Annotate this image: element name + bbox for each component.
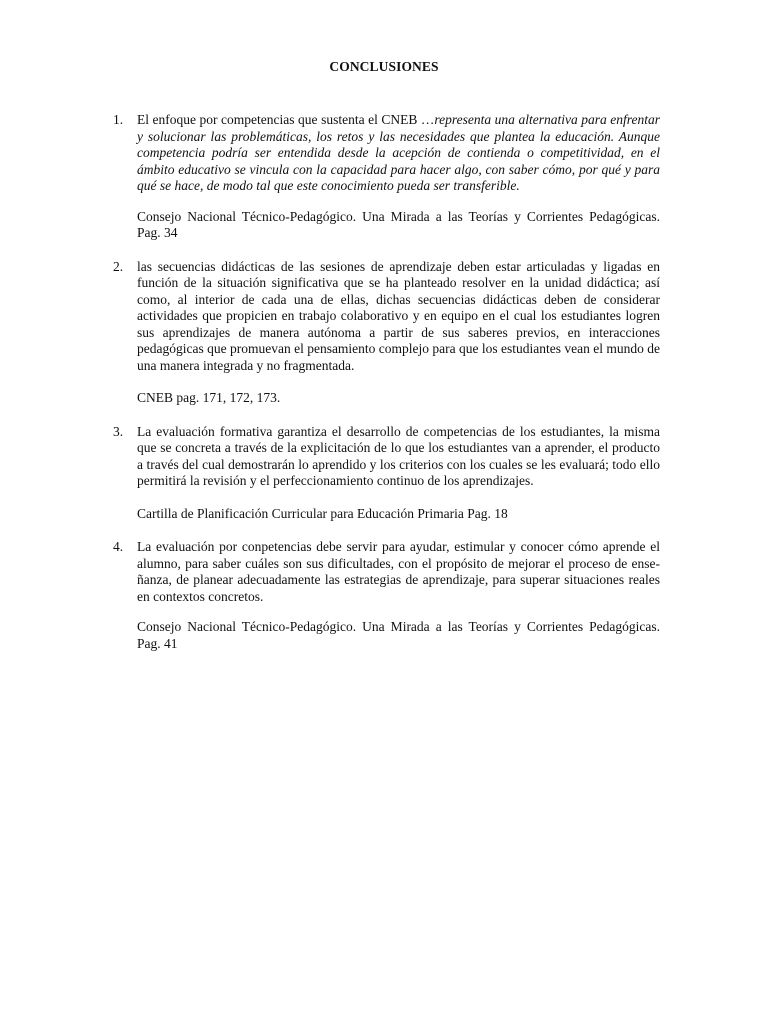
conclusion-item-2	[110, 259, 660, 407]
conclusion-item-3	[110, 424, 660, 523]
item-number: 4.	[113, 539, 124, 554]
conclusion-item-1	[110, 112, 660, 242]
item-text: La evaluación por conpetencias debe servir para ayudar, estimular y conocer cómo aprende el alumno, para saber cuáles son sus dificultades, con el propósito de mejorar el proceso de ense-ñanza, de planear adecuadamente las estrategias de aprendizaje, para superar situaciones reales en contextos concretos.	[137, 539, 660, 604]
item-text: La evaluación formativa garantiza el desarrollo de competencias de los estudiantes, la misma que se concreta a través de la explicitación de lo que los estudiantes van a aprender, el producto a través del cual demostrarán lo aprendido y los criterios con los cuales se les evaluará; todo ello permitirá la revisión y el perfeccionamiento continuo de los aprendizajes.	[137, 423, 660, 488]
item-text: las secuencias didácticas de las sesiones de aprendizaje deben estar articuladas y ligadas en función de la situación significativa que se ha planteado resolver en la unidad didáctica; así como, al interior de cada una de ellas, dichas secuencias didácticas deben de considerar actividades que propicien en trabajo colaborativo y en equipo en el cual los estudiantes logren sus aprendizajes de manera autónoma a partir de sus saberes previos, en interacciones pedagógicas que promuevan el pensamiento complejo para que los estudiantes vean el mundo de una manera integrada y no fragmentada.	[137, 258, 660, 373]
page-title: CONCLUSIONES	[329, 59, 439, 74]
item-number: 1.	[113, 112, 124, 127]
item-reference: Cartilla de Planificación Curricular para Educación Primaria Pag. 18	[137, 505, 508, 521]
item-reference: Consejo Nacional Técnico-Pedagógico. Una Mirada a las Teorías y Corrientes Pedagógicas. Pag. 41	[137, 619, 660, 651]
conclusions-list	[110, 112, 660, 669]
conclusion-item-4	[110, 539, 660, 652]
item-reference: CNEB pag. 171, 172, 173.	[137, 390, 281, 405]
item-text	[137, 112, 660, 195]
item-reference: Consejo Nacional Técnico-Pedagógico. Una Mirada a las Teorías y Corrientes Pedagógicas. Pag. 34	[137, 208, 660, 240]
item-lead-text: El enfoque por competencias que sustenta el CNEB …	[137, 112, 435, 127]
item-number: 3.	[113, 423, 124, 439]
item-number: 2.	[113, 258, 124, 274]
item-italic-quote: representa una alternativa para enfrentar y solucionar las problemáticas, los retos y las necesidades que plantea la educación. Aunque competencia podría ser entendida desde la acepción de contienda o competitividad, en el ámbito educativo se vincula con la capacidad para hacer algo, con saber cómo, por qué y para qué se hace, de modo tal que este conocimiento pueda ser transferible.	[137, 112, 660, 193]
